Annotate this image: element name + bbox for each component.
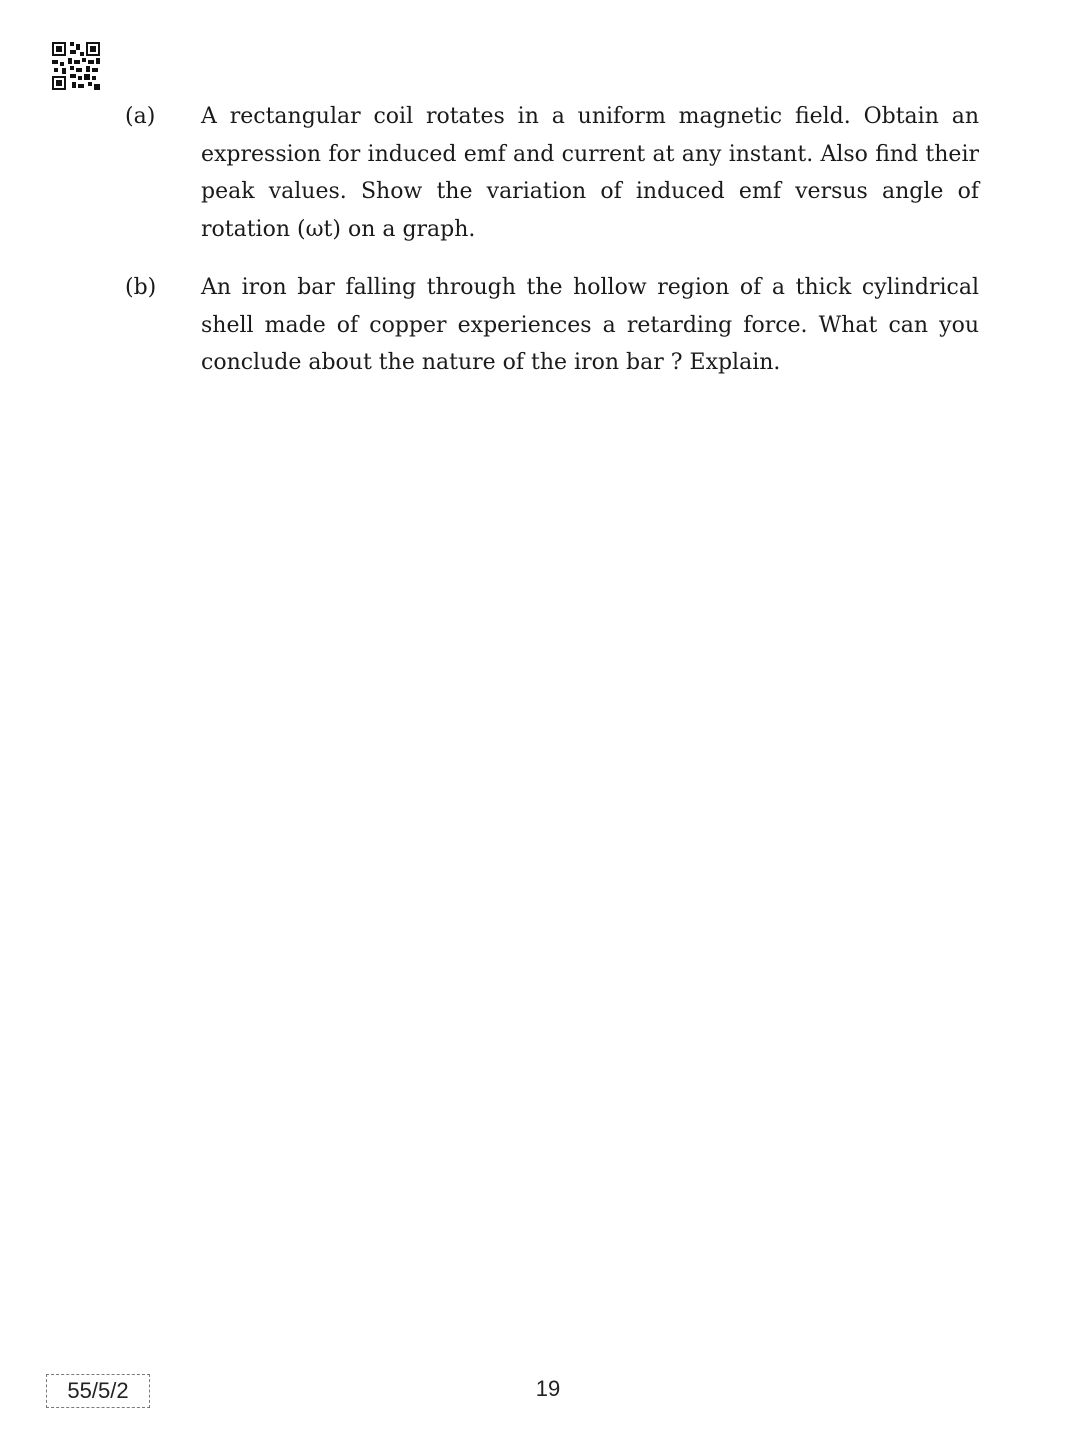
question-text: A rectangular coil rotates in a uniform magnetic field. Obtain an expression for induced emf and current at any instant. Also find their peak values. Show the variation of induced emf versus angle of rotation (ωt) on a graph. — [201, 104, 979, 242]
question-b — [125, 269, 979, 382]
question-a — [125, 98, 979, 248]
question-label: (a) — [125, 104, 156, 129]
page-number: 19 — [535, 1376, 561, 1401]
question-label: (b) — [125, 275, 157, 300]
paper-code: 55/5/2 — [67, 1378, 129, 1403]
paper-code-box — [46, 1374, 150, 1408]
question-text: An iron bar falling through the hollow region of a thick cylindrical shell made of copper experiences a retarding force. What can you conclude about the nature of the iron bar ? Explain. — [201, 275, 979, 375]
qr-code-icon — [52, 42, 100, 90]
